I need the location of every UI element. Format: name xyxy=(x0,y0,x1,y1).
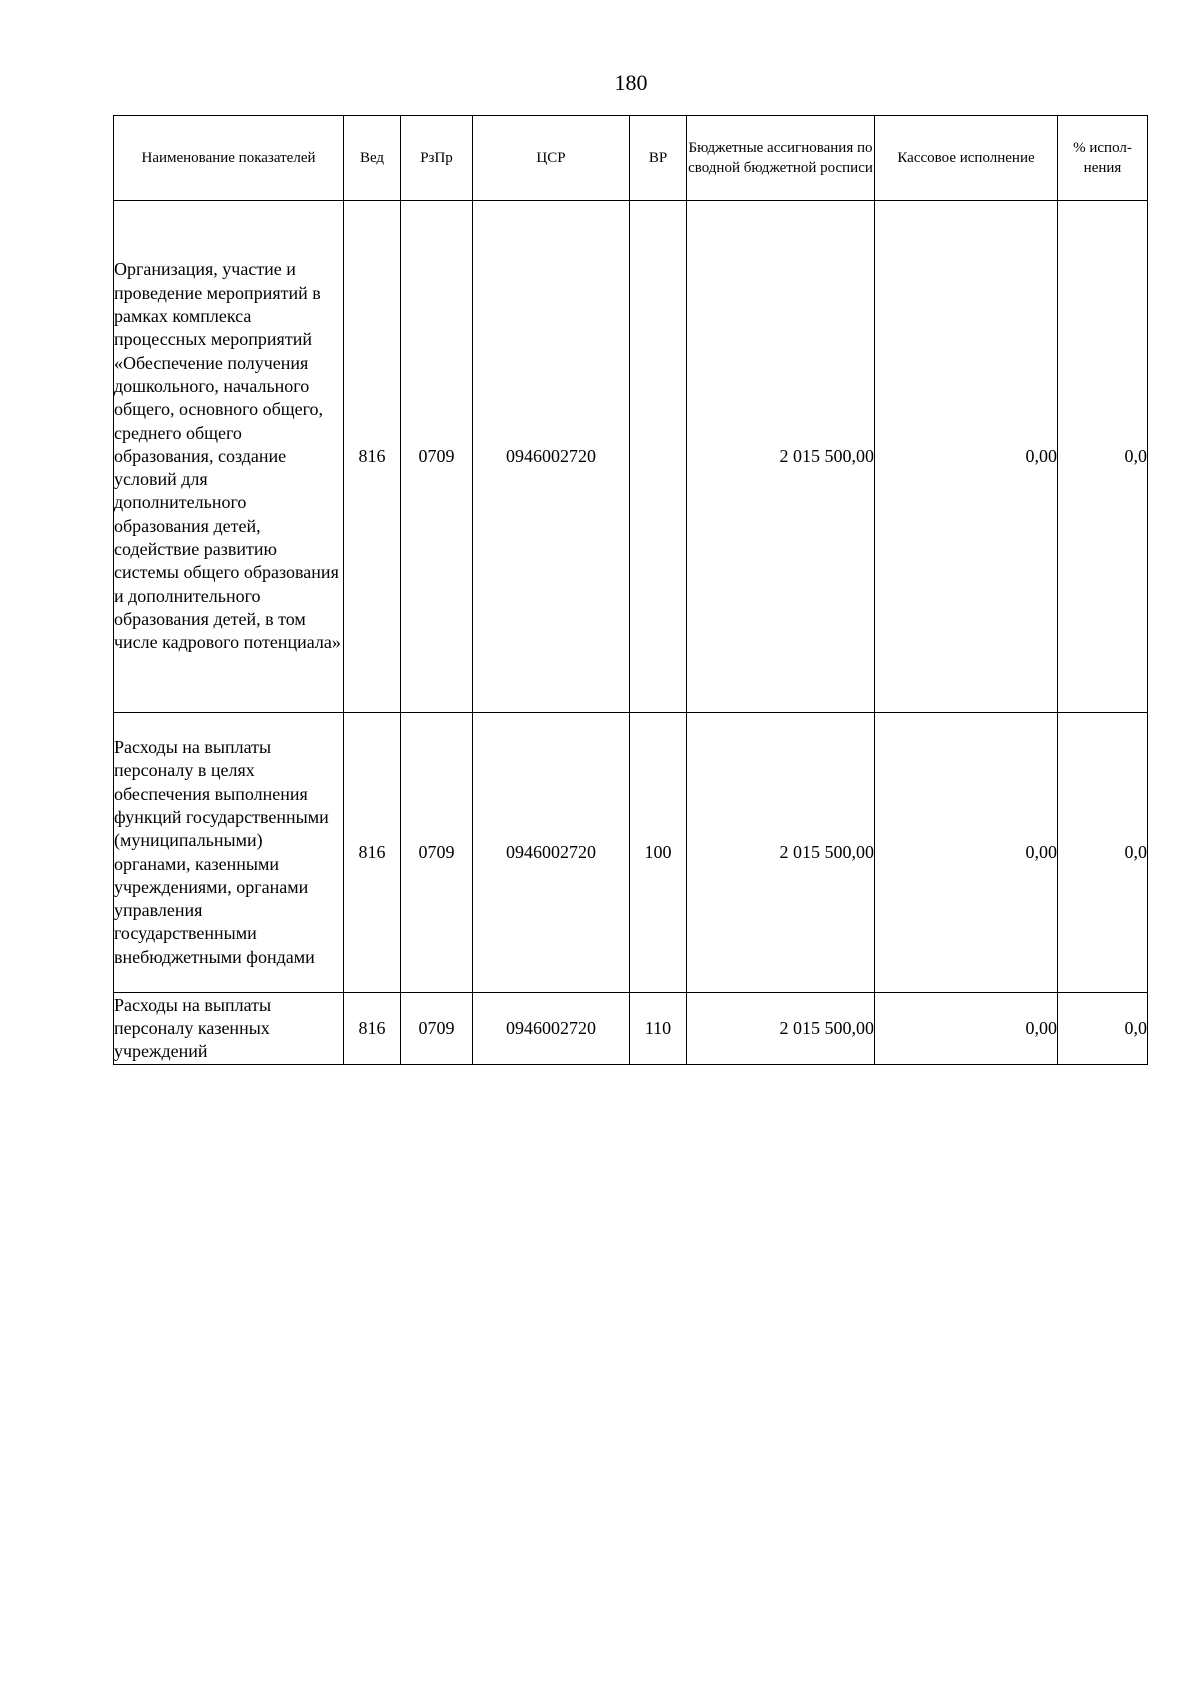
cell-vr xyxy=(630,201,687,713)
cell-percent: 0,0 xyxy=(1058,993,1148,1065)
header-vr: ВР xyxy=(630,116,687,201)
cell-vr: 100 xyxy=(630,713,687,993)
cell-name: Расходы на выплаты персоналу казенных учреждений xyxy=(114,993,344,1065)
cell-rzpr: 0709 xyxy=(401,713,473,993)
cell-cash: 0,00 xyxy=(875,713,1058,993)
table-header-row xyxy=(114,116,1148,201)
cell-csr: 0946002720 xyxy=(473,993,630,1065)
cell-cash: 0,00 xyxy=(875,201,1058,713)
cell-ved: 816 xyxy=(344,201,401,713)
page-number: 180 xyxy=(614,70,648,95)
header-cash: Кассовое исполнение xyxy=(875,116,1058,201)
header-budget: Бюджетные ассигнования по сводной бюджетной росписи xyxy=(687,116,875,201)
cell-csr: 0946002720 xyxy=(473,713,630,993)
table-row xyxy=(114,201,1148,713)
budget-table xyxy=(113,115,1148,1065)
cell-rzpr: 0709 xyxy=(401,201,473,713)
cell-name: Расходы на выплаты персоналу в целях обеспечения выполнения функций государственными (муниципальными) органами, казенными учреждениями, органами управления государственными внебюджетными фондами xyxy=(114,713,344,993)
cell-name: Организация, участие и проведение мероприятий в рамках комплекса процессных мероприятий «Обеспечение получения дошкольного, начального общего, основного общего, среднего общего образования, создание условий для дополнительного образования детей, содействие развитию системы общего образования и дополнительного образования детей, в том числе кадрового потенциала» xyxy=(114,201,344,713)
cell-vr: 110 xyxy=(630,993,687,1065)
table-row xyxy=(114,993,1148,1065)
header-rzpr: РзПр xyxy=(401,116,473,201)
cell-budget: 2 015 500,00 xyxy=(687,993,875,1065)
cell-ved: 816 xyxy=(344,713,401,993)
cell-cash: 0,00 xyxy=(875,993,1058,1065)
cell-budget: 2 015 500,00 xyxy=(687,201,875,713)
header-name: Наименование показателей xyxy=(114,116,344,201)
header-csr: ЦСР xyxy=(473,116,630,201)
cell-csr: 0946002720 xyxy=(473,201,630,713)
cell-ved: 816 xyxy=(344,993,401,1065)
table-row xyxy=(114,713,1148,993)
header-ved: Вед xyxy=(344,116,401,201)
header-percent: % испол-нения xyxy=(1058,116,1148,201)
cell-budget: 2 015 500,00 xyxy=(687,713,875,993)
cell-percent: 0,0 xyxy=(1058,713,1148,993)
cell-percent: 0,0 xyxy=(1058,201,1148,713)
cell-rzpr: 0709 xyxy=(401,993,473,1065)
